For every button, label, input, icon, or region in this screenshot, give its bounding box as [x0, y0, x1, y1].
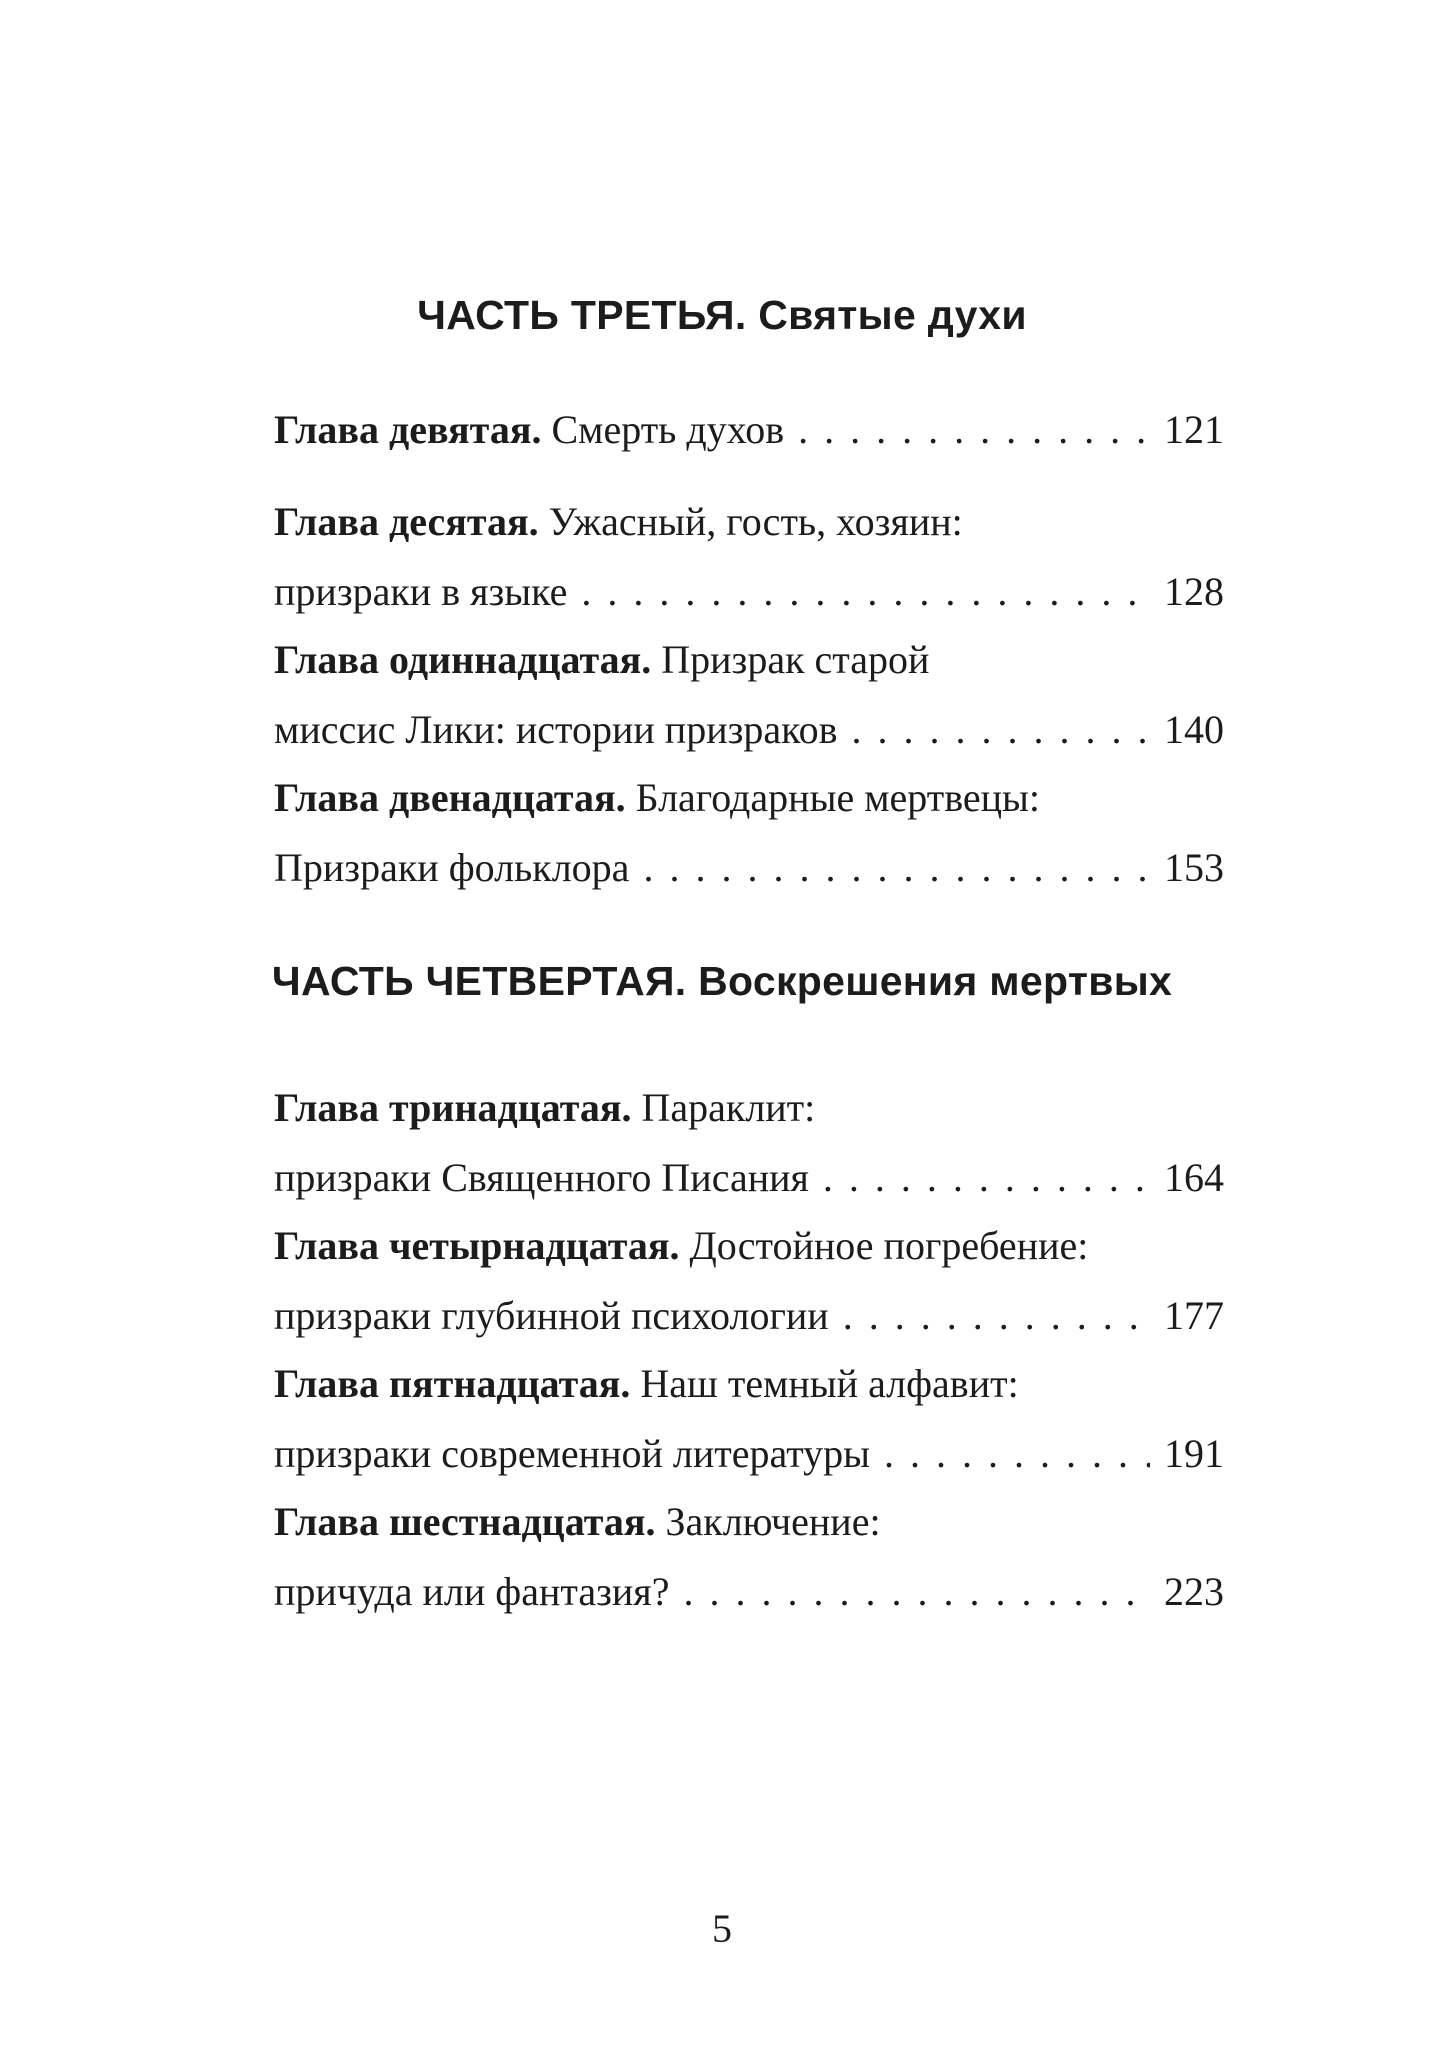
- toc-entry-chapter-15[interactable]: [274, 1356, 1224, 1496]
- chapter-subtitle: причуда или фантазия?: [274, 1569, 670, 1614]
- chapter-label: Глава девятая.: [274, 407, 542, 452]
- toc-entry-chapter-11[interactable]: [274, 632, 1224, 772]
- page-ref: 153: [1164, 845, 1224, 890]
- chapter-label: Глава шестнадцатая.: [274, 1499, 656, 1544]
- chapter-label: Глава четырнадцатая.: [274, 1223, 680, 1268]
- toc-entry-chapter-13[interactable]: [274, 1080, 1224, 1220]
- dot-leader: [784, 402, 1150, 458]
- toc-entry-chapter-16[interactable]: [274, 1494, 1224, 1634]
- chapter-subtitle: призраки в языке: [274, 569, 568, 614]
- toc-entry-chapter-12[interactable]: [274, 770, 1224, 910]
- dot-leader: [629, 840, 1150, 896]
- page-ref: 140: [1164, 707, 1224, 752]
- dot-leader: [829, 1288, 1150, 1344]
- page-ref: 121: [1164, 407, 1224, 452]
- chapter-title: Благодарные мертвецы:: [635, 775, 1041, 820]
- chapter-label: Глава десятая.: [274, 499, 539, 544]
- toc-entry-chapter-10[interactable]: [274, 494, 1224, 634]
- page-ref: 223: [1164, 1569, 1224, 1614]
- chapter-title: Наш темный алфавит:: [640, 1361, 1019, 1406]
- page-ref: 128: [1164, 569, 1224, 614]
- chapter-title: Заключение:: [665, 1499, 881, 1544]
- dot-leader: [567, 564, 1150, 620]
- dot-leader: [809, 1150, 1150, 1206]
- chapter-label: Глава одиннадцатая.: [274, 637, 652, 682]
- toc-entry-chapter-9[interactable]: [274, 402, 1224, 472]
- dot-leader: [837, 702, 1150, 758]
- chapter-label: Глава тринадцатая.: [274, 1085, 632, 1130]
- part-three-title: ЧАСТЬ ТРЕТЬЯ. Святые духи: [417, 292, 1027, 338]
- dot-leader: [870, 1426, 1150, 1482]
- chapter-title: Достойное погребение:: [689, 1223, 1089, 1268]
- chapter-title: Призрак старой: [661, 637, 930, 682]
- page-ref: 164: [1164, 1155, 1224, 1200]
- chapter-subtitle: призраки глубинной психологии: [274, 1293, 829, 1338]
- toc-entry-chapter-14[interactable]: [274, 1218, 1224, 1358]
- chapter-label: Глава двенадцатая.: [274, 775, 626, 820]
- chapter-title: Ужасный, гость, хозяин:: [548, 499, 963, 544]
- chapter-title: Смерть духов: [551, 407, 785, 452]
- page-ref: 177: [1164, 1293, 1224, 1338]
- page-ref: 191: [1164, 1431, 1224, 1476]
- chapter-subtitle: миссис Лики: истории призраков: [274, 707, 838, 752]
- part-four-title: ЧАСТЬ ЧЕТВЕРТАЯ. Воскрешения мертвых: [271, 958, 1173, 1004]
- dot-leader: [669, 1564, 1150, 1620]
- chapter-subtitle: призраки Священного Писания: [274, 1155, 809, 1200]
- chapter-subtitle: Призраки фольклора: [274, 845, 630, 890]
- chapter-subtitle: призраки современной литературы: [274, 1431, 871, 1476]
- chapter-label: Глава пятнадцатая.: [274, 1361, 631, 1406]
- chapter-title: Параклит:: [641, 1085, 816, 1130]
- page-number: 5: [712, 1906, 732, 1951]
